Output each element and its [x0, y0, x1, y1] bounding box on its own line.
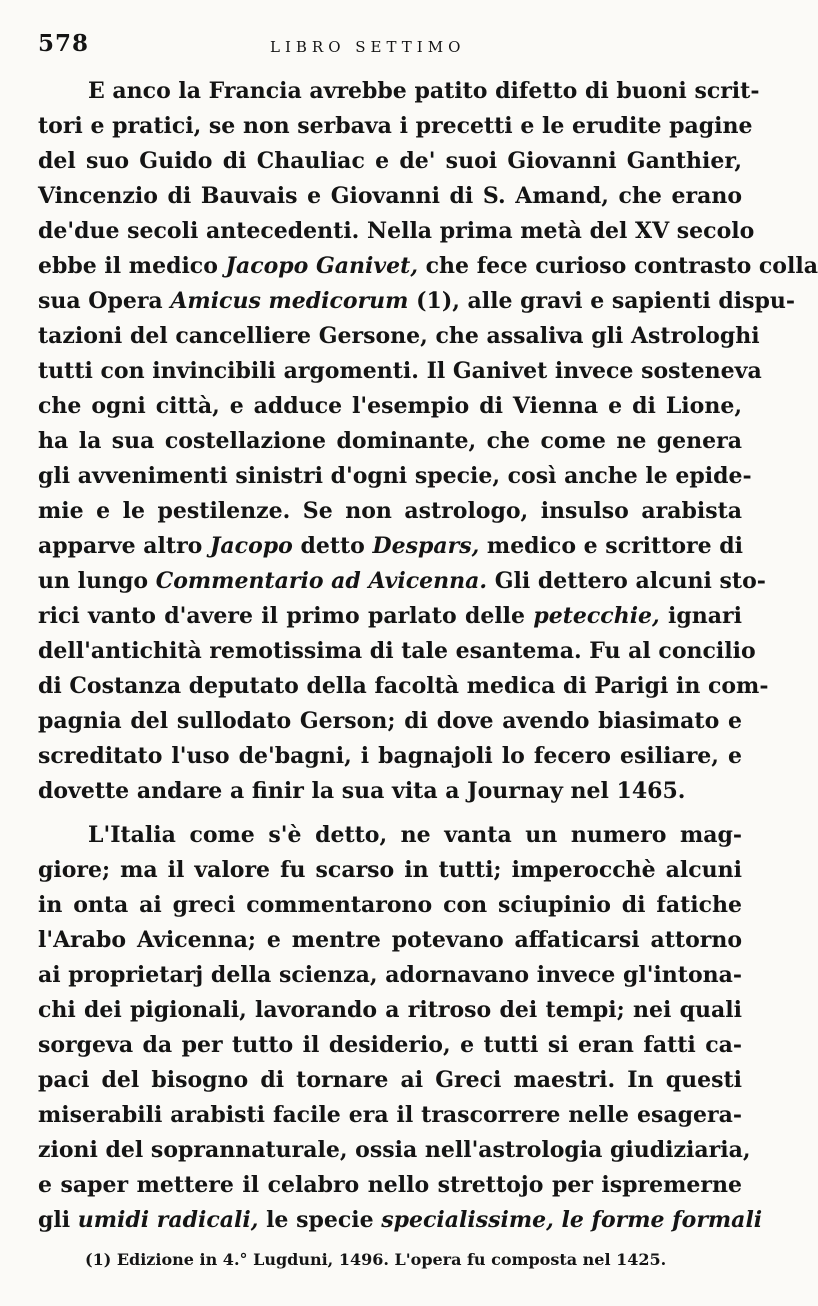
- text-line: [38, 459, 752, 494]
- text-segment: apparve altro: [38, 533, 211, 559]
- italic-text: specialissime,: [381, 1207, 554, 1233]
- text-segment: sua Opera: [38, 288, 171, 314]
- text-line: [38, 109, 753, 144]
- text-segment: detto: [292, 533, 373, 559]
- text-line: [38, 923, 742, 958]
- text-segment: tori e pratici, se non serbava i precetti e le erudite pagine: [38, 113, 753, 139]
- text-segment: rici vanto d'avere il primo parlato delle: [38, 603, 534, 629]
- text-segment: ignari: [659, 603, 742, 629]
- text-segment: gli: [38, 1207, 78, 1233]
- text-line: [38, 1063, 742, 1098]
- text-segment: l'Arabo Avicenna; e mentre potevano affaticarsi attorno: [38, 927, 742, 953]
- text-line: [38, 669, 769, 704]
- text-line: [38, 214, 755, 249]
- text-segment: Gli dettero alcuni sto-: [487, 568, 766, 594]
- text-segment: chi dei pigionali, lavorando a ritroso dei tempi; nei quali: [38, 997, 742, 1023]
- footnote: (1) Edizione in 4.° Lugduni, 1496. L'opera fu composta nel 1425.: [85, 1250, 667, 1269]
- text-segment: un lungo: [38, 568, 156, 594]
- text-segment: ai proprietarj della scienza, adornavano invece gl'intona-: [38, 962, 742, 988]
- text-line: [38, 74, 760, 109]
- text-segment: dovette andare a finir la sua vita a Journay nel 1465.: [38, 778, 686, 804]
- italic-text: le forme formali: [561, 1207, 763, 1233]
- italic-text: umidi radicali,: [77, 1207, 259, 1233]
- text-line: [38, 144, 742, 179]
- text-line: [38, 739, 742, 774]
- text-segment: ha la sua costellazione dominante, che come ne genera: [38, 428, 742, 454]
- text-segment: del suo Guido di Chauliac e de' suoi Giovanni Ganthier,: [38, 148, 742, 174]
- text-line: [38, 888, 742, 923]
- text-segment: Vincenzio di Bauvais e Giovanni di S. Amand, che erano: [38, 183, 742, 209]
- running-head: LIBRO SETTIMO: [270, 38, 466, 56]
- text-line: [38, 704, 742, 739]
- text-segment: dell'antichità remotissima di tale esantema. Fu al concilio: [38, 638, 756, 664]
- text-line: [38, 249, 818, 284]
- text-line: [38, 354, 762, 389]
- text-line: [38, 818, 742, 853]
- italic-text: Amicus medicorum: [170, 288, 409, 314]
- body-text: [38, 74, 818, 1238]
- text-line: [38, 319, 760, 354]
- text-segment: zioni del soprannaturale, ossia nell'astrologia giudiziaria,: [38, 1137, 751, 1163]
- text-segment: mie e le pestilenze. Se non astrologo, insulso arabista: [38, 498, 742, 524]
- text-line: [38, 958, 742, 993]
- text-segment: in onta ai greci commentarono con sciupinio di fatiche: [38, 892, 742, 918]
- text-segment: ebbe il medico: [38, 253, 226, 279]
- text-line: [38, 284, 796, 319]
- text-segment: che fece curioso contrasto colla: [418, 253, 818, 279]
- text-segment: che ogni città, e adduce l'esempio di Vienna e di Lione,: [38, 393, 742, 419]
- text-line: [38, 853, 742, 888]
- text-segment: le specie: [258, 1207, 382, 1233]
- text-segment: (1), alle gravi e sapienti dispu-: [408, 288, 796, 314]
- text-line: [38, 424, 742, 459]
- text-line: [38, 1168, 742, 1203]
- text-line: [38, 634, 756, 669]
- italic-text: Despars,: [372, 533, 480, 559]
- italic-text: petecchie,: [533, 603, 660, 629]
- text-line: [38, 1028, 742, 1063]
- page-number: 578: [38, 30, 90, 57]
- text-segment: tazioni del cancelliere Gersone, che assaliva gli Astrologhi: [38, 323, 760, 349]
- text-line: [38, 1203, 763, 1238]
- text-segment: L'Italia come s'è detto, ne vanta un numero mag-: [88, 822, 742, 848]
- text-segment: medico e scrittore di: [479, 533, 744, 559]
- italic-text: Commentario ad Avicenna.: [155, 568, 488, 594]
- text-segment: gli avvenimenti sinistri d'ogni specie, così anche le epide-: [38, 463, 752, 489]
- text-line: [38, 494, 742, 529]
- italic-text: Jacopo Ganivet,: [225, 253, 418, 279]
- text-segment: pagnia del sullodato Gerson; di dove avendo biasimato e: [38, 708, 742, 734]
- text-segment: de'due secoli antecedenti. Nella prima metà del XV secolo: [38, 218, 755, 244]
- text-segment: di Costanza deputato della facoltà medica di Parigi in com-: [38, 673, 769, 699]
- text-line: [38, 389, 742, 424]
- text-segment: paci del bisogno di tornare ai Greci maestri. In questi: [38, 1067, 742, 1093]
- text-line: [38, 1133, 751, 1168]
- text-line: [38, 564, 766, 599]
- text-segment: screditato l'uso de'bagni, i bagnajoli lo fecero esiliare, e: [38, 743, 742, 769]
- text-segment: miserabili arabisti facile era il trascorrere nelle esagera-: [38, 1102, 742, 1128]
- text-line: [38, 529, 742, 564]
- text-line: [38, 599, 742, 634]
- text-segment: e saper mettere il celabro nello strettojo per ispremerne: [38, 1172, 742, 1198]
- text-segment: tutti con invincibili argomenti. Il Ganivet invece sosteneva: [38, 358, 762, 384]
- text-segment: sorgeva da per tutto il desiderio, e tutti si eran fatti ca-: [38, 1032, 742, 1058]
- text-segment: E anco la Francia avrebbe patito difetto di buoni scrit-: [88, 78, 760, 104]
- text-line: [38, 1098, 742, 1133]
- text-segment: giore; ma il valore fu scarso in tutti; imperocchè alcuni: [38, 857, 742, 883]
- text-line: [38, 774, 742, 809]
- italic-text: Jacopo: [210, 533, 293, 559]
- text-line: [38, 179, 742, 214]
- text-segment: [554, 1207, 562, 1233]
- text-line: [38, 993, 742, 1028]
